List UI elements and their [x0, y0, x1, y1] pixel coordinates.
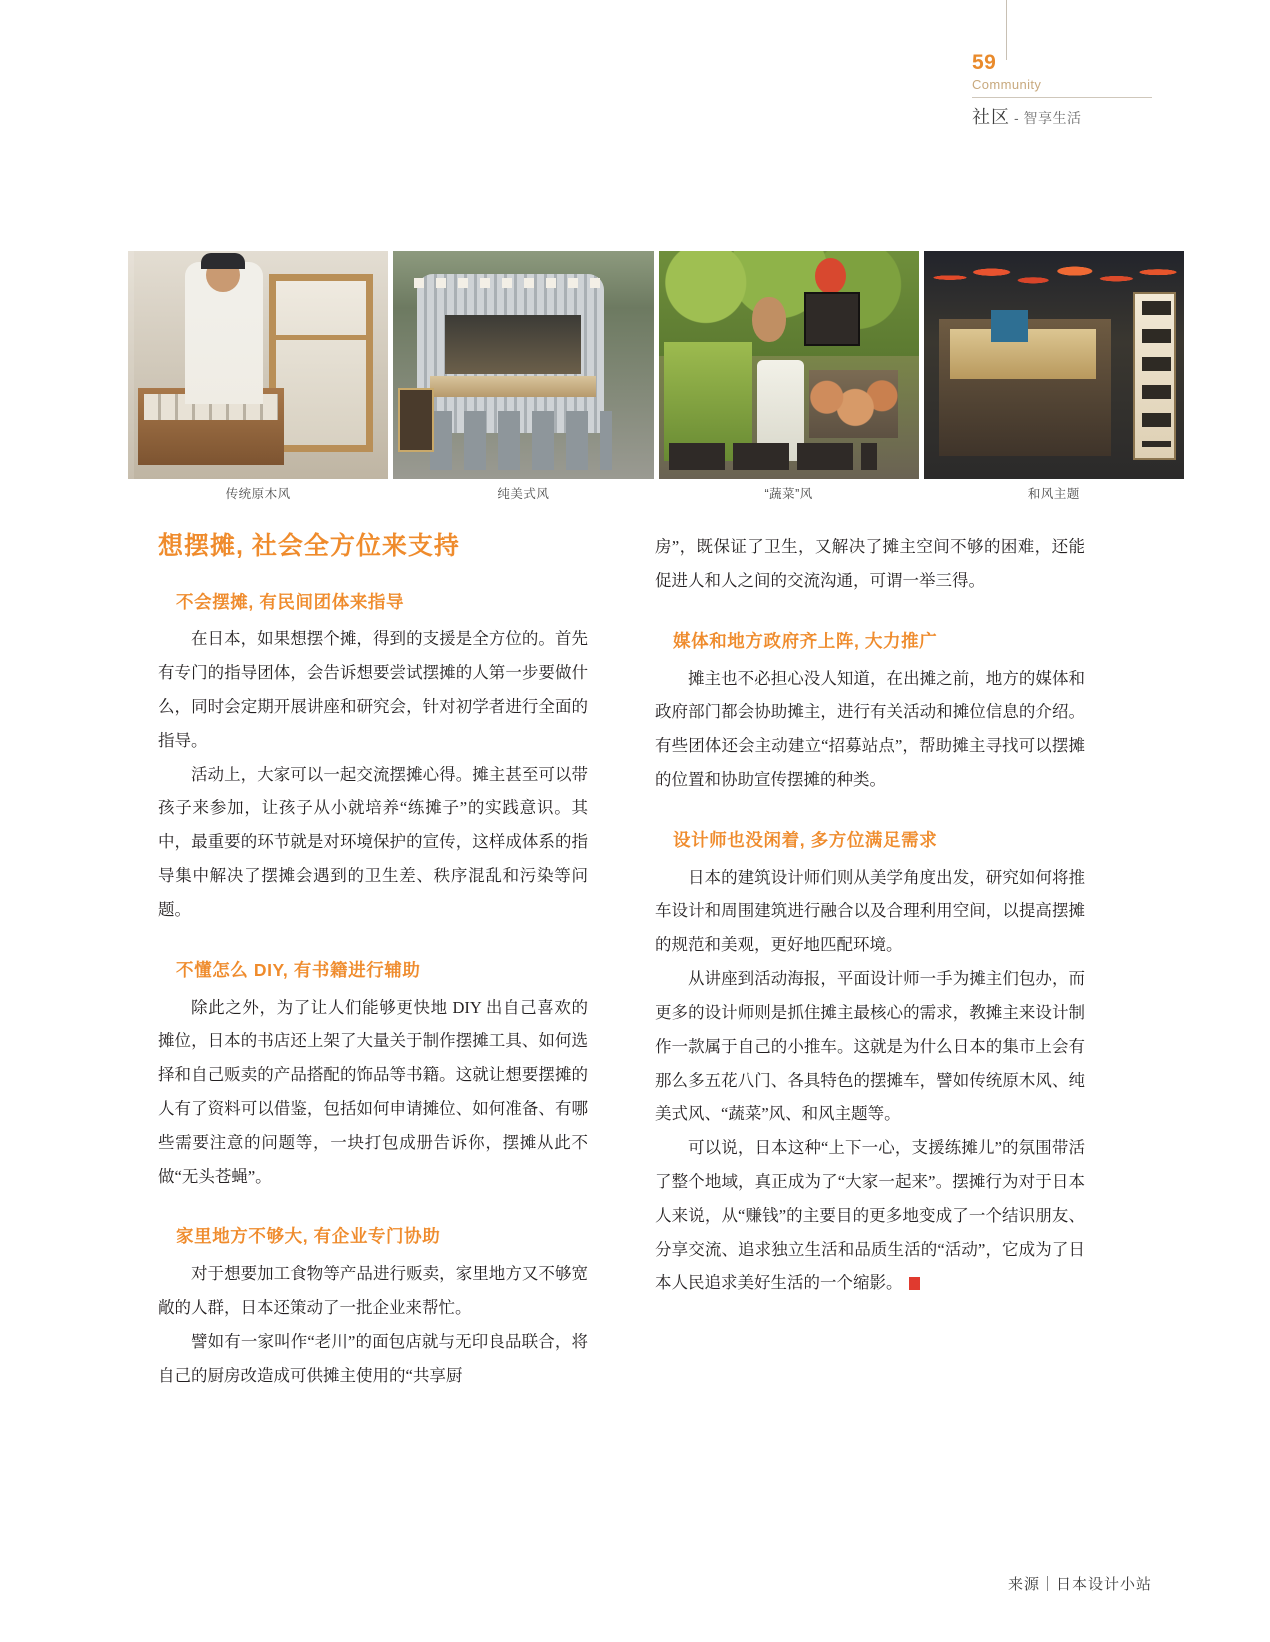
- subheading-guidance-groups: 不会摆摊, 有民间团体来指导: [176, 591, 405, 612]
- subheading-media-government: 媒体和地方政府齐上阵, 大力推广: [673, 630, 938, 651]
- photo-caption-row: [128, 484, 1184, 502]
- subheading-company-help: 家里地方不够大, 有企业专门协助: [176, 1226, 441, 1247]
- paragraph-designers-1: 日本的建筑设计师们则从美学角度出发，研究如何将推车设计和周围建筑进行融合以及合理利用空间，以提高摆摊的规范和美观，更好地匹配环境。: [655, 867, 1085, 955]
- paragraph-guidance-1: 在日本，如果想摆个摊，得到的支援是全方位的。首先有专门的指导团体，会告诉想要尝试摆摊的人第一步要做什么，同时会定期开展讲座和研究会，针对初学者进行全面的指导。: [158, 629, 588, 750]
- photo-strip: [128, 251, 1184, 479]
- photo-caption-3: “蔬菜”风: [764, 487, 813, 501]
- paragraph-designers-2: 从讲座到活动海报，平面设计师一手为摊主们包办，而更多的设计师则是抓住摊主最核心的需求，教摊主来设计制作一款属于自己的小推车。这就是为什么日本的集市上会有那么多五花八门、各具特色的摆摊车，譬如传统原木风、纯美式风、“蔬菜”风、和风主题等。: [655, 969, 1085, 1124]
- photo-japanese-theme-market: [924, 251, 1184, 479]
- section-label-chinese-row: [972, 97, 1152, 129]
- page-header: [972, 52, 1152, 129]
- photo-caption-2: 纯美式风: [497, 487, 550, 501]
- paragraph-conclusion-text: 可以说，日本这种“上下一心，支援练摊儿”的氛围带活了整个地域，真正成为了“大家一起来”。摆摊行为对于日本人来说，从“赚钱”的主要目的更多地变成了一个结识朋友、分享交流、追求独立生活和品质生活的“活动”，它成为了日本人民追求美好生活的一个缩影。: [655, 1138, 1085, 1293]
- header-divider-line: [1006, 0, 1007, 60]
- section-label-chinese: 社区: [972, 107, 1010, 127]
- photo-vegetable-style-stall: [659, 251, 919, 479]
- photo-caption-1: 传统原木风: [225, 487, 291, 501]
- article-column-right: [655, 530, 1085, 1300]
- paragraph-conclusion: [655, 1131, 1085, 1300]
- paragraph-company-help-2: 譬如有一家叫作“老川”的面包店就与无印良品联合，将自己的厨房改造成可供摊主使用的“共享厨: [158, 1331, 588, 1385]
- source-credit: 来源｜日本设计小站: [1007, 1576, 1152, 1593]
- photo-american-style-trailer: [393, 251, 653, 479]
- paragraph-shared-kitchen-continued: 房”，既保证了卫生，又解决了摊主空间不够的困难，还能促进人和人之间的交流沟通，可谓一举三得。: [655, 537, 1085, 590]
- paragraph-media-government: 摊主也不必担心没人知道，在出摊之前，地方的媒体和政府部门都会协助摊主，进行有关活动和摊位信息的介绍。有些团体还会主动建立“招募站点”，帮助摊主寻找可以摆摊的位置和协助宣传摆摊的种类。: [655, 668, 1085, 789]
- article-title: 想摆摊, 社会全方位来支持: [158, 532, 460, 560]
- paragraph-diy-books: 除此之外，为了让人们能够更快地 DIY 出自己喜欢的摊位，日本的书店还上架了大量关于制作摆摊工具、如何选择和自己贩卖的产品搭配的饰品等书籍。这就让想要摆摊的人有了资料可以借鉴，包括如何申请摊位、如何准备、有哪些需要注意的问题等，一块打包成册告诉你，摆摊从此不做“无头苍蝇”。: [158, 997, 588, 1186]
- paragraph-company-help-1: 对于想要加工食物等产品进行贩卖，家里地方又不够宽敞的人群，日本还策动了一批企业来帮忙。: [158, 1264, 588, 1318]
- photo-caption-4: 和风主题: [1027, 487, 1080, 501]
- section-label-english: Community: [972, 77, 1042, 92]
- subheading-diy-books: 不懂怎么 DIY, 有书籍进行辅助: [176, 959, 421, 980]
- photo-traditional-wood-stall: [128, 251, 388, 479]
- subheading-designers: 设计师也没闲着, 多方位满足需求: [673, 829, 938, 850]
- section-label-chinese-sub: - 智享生活: [1014, 110, 1082, 126]
- article-column-left: [158, 530, 588, 1393]
- page-number: 59: [972, 51, 997, 74]
- paragraph-guidance-2: 活动上，大家可以一起交流摆摊心得。摊主甚至可以带孩子来参加，让孩子从小就培养“练摊子”的实践意识。其中，最重要的环节就是对环境保护的宣传，这样成体系的指导集中解决了摆摊会遇到的卫生差、秩序混乱和污染等问题。: [158, 764, 588, 919]
- end-mark-icon: [909, 1277, 920, 1290]
